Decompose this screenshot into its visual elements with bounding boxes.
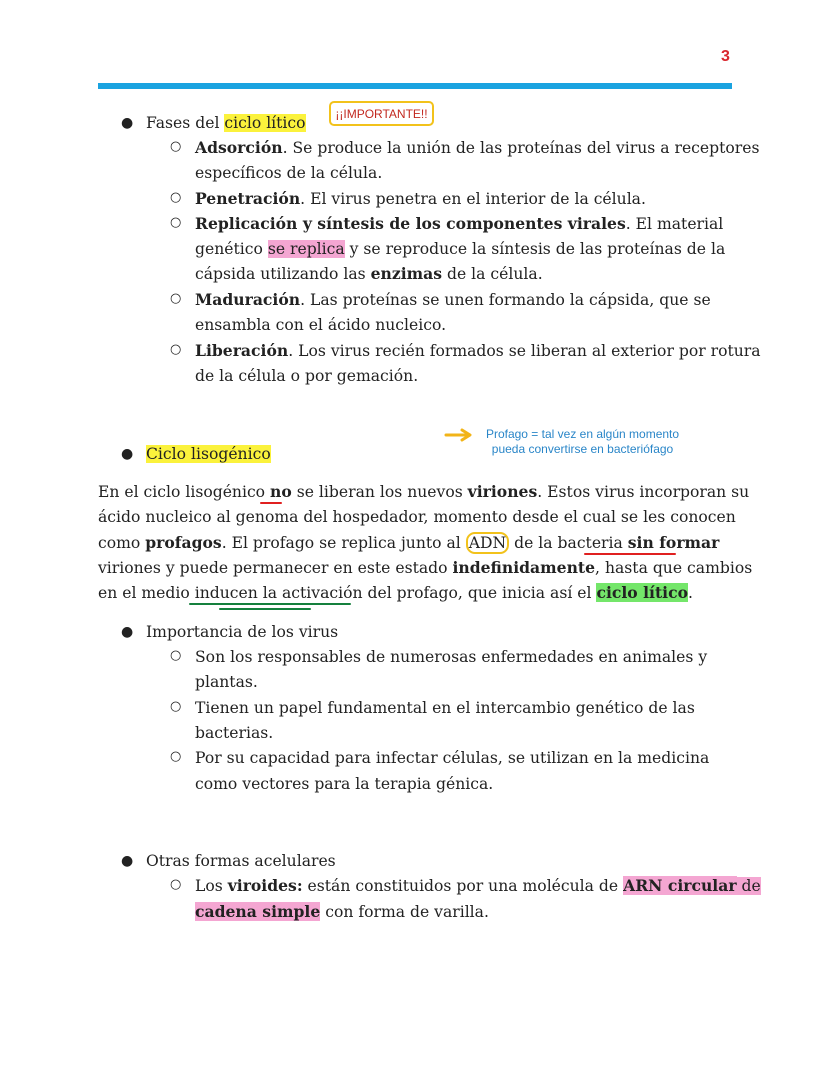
profago-note: Profago = tal vez en algún momento pueda convertirse en bacteriófago [485, 427, 680, 456]
sub-bullet: ○ [170, 215, 182, 230]
highlight-ciclo-litico: ciclo lítico [596, 583, 688, 602]
annotation-underline [584, 553, 676, 555]
lytic-heading: Fases del ciclo lítico [146, 114, 306, 132]
annotation-underline [219, 608, 311, 610]
highlight-cadena: cadena simple [195, 902, 321, 921]
list-item: Replicación y síntesis de los componentes virales. El material [195, 214, 724, 233]
paragraph-line: como profagos. El profago se replica junto al ADN de la bacteria sin formar [98, 533, 720, 552]
sub-bullet: ○ [170, 648, 182, 663]
sub-bullet: ○ [170, 699, 182, 714]
highlight-replica: se replica [267, 240, 345, 258]
list-item-cont: como vectores para la terapia génica. [195, 775, 494, 793]
list-item: Son los responsables de numerosas enfermedades en animales y [195, 648, 708, 666]
sub-bullet: ○ [170, 291, 182, 306]
list-item: Tienen un papel fundamental en el intercambio genético de las [195, 699, 695, 717]
acellular-heading: Otras formas acelulares [146, 852, 336, 870]
importance-heading: Importancia de los virus [146, 623, 339, 641]
list-item: Adsorción. Se produce la unión de las proteínas del virus a receptores [195, 138, 760, 157]
bullet-dot: ● [121, 624, 134, 640]
list-item-cont: genético se replica y se reproduce la síntesis de las proteínas de la [195, 240, 726, 258]
paragraph-line: En el ciclo lisogénico no se liberan los nuevos viriones. Estos virus incorporan su [98, 482, 750, 501]
list-item-cont: plantas. [195, 673, 258, 691]
important-annotation: ¡¡IMPORTANTE!! [329, 101, 434, 126]
paragraph-line: en el medio inducen la activación del profago, que inicia así el ciclo lítico. [98, 583, 693, 602]
lytic-heading-highlight: ciclo lítico [224, 114, 306, 132]
page-number: 3 [721, 48, 730, 65]
lysogenic-heading: Ciclo lisogénico [146, 445, 271, 463]
paragraph-line: viriones y puede permanecer en este estado indefinidamente, hasta que cambios [98, 558, 753, 577]
paragraph-line: ácido nucleico al genoma del hospedador, momento desde el cual se les conocen [98, 508, 736, 526]
sub-bullet: ○ [170, 342, 182, 357]
list-item: Penetración. El virus penetra en el interior de la célula. [195, 189, 646, 208]
circled-adn: ADN [466, 532, 509, 554]
bullet-dot: ● [121, 446, 134, 462]
sub-bullet: ○ [170, 190, 182, 205]
bullet-dot: ● [121, 115, 134, 131]
list-item: Maduración. Las proteínas se unen formando la cápsida, que se [195, 290, 711, 309]
sub-bullet: ○ [170, 877, 182, 892]
sub-bullet: ○ [170, 139, 182, 154]
list-item-cont: ensambla con el ácido nucleico. [195, 316, 447, 334]
highlight-arn: ARN circular [623, 876, 737, 895]
header-rule [98, 83, 732, 89]
list-item-cont: de la célula o por gemación. [195, 367, 419, 385]
annotation-underline [260, 502, 282, 504]
list-item: Los viroides: están constituidos por una molécula de ARN circular de [195, 876, 761, 895]
list-item-cont: específicos de la célula. [195, 164, 383, 182]
list-item-cont: cadena simple con forma de varilla. [195, 902, 489, 921]
annotation-underline [189, 603, 351, 605]
list-item: Liberación. Los virus recién formados se liberan al exterior por rotura [195, 341, 761, 360]
list-item-cont: bacterias. [195, 724, 274, 742]
list-item: Por su capacidad para infectar células, se utilizan en la medicina [195, 749, 710, 767]
list-item-cont: cápsida utilizando las enzimas de la célula. [195, 264, 543, 283]
sub-bullet: ○ [170, 749, 182, 764]
bullet-dot: ● [121, 853, 134, 869]
